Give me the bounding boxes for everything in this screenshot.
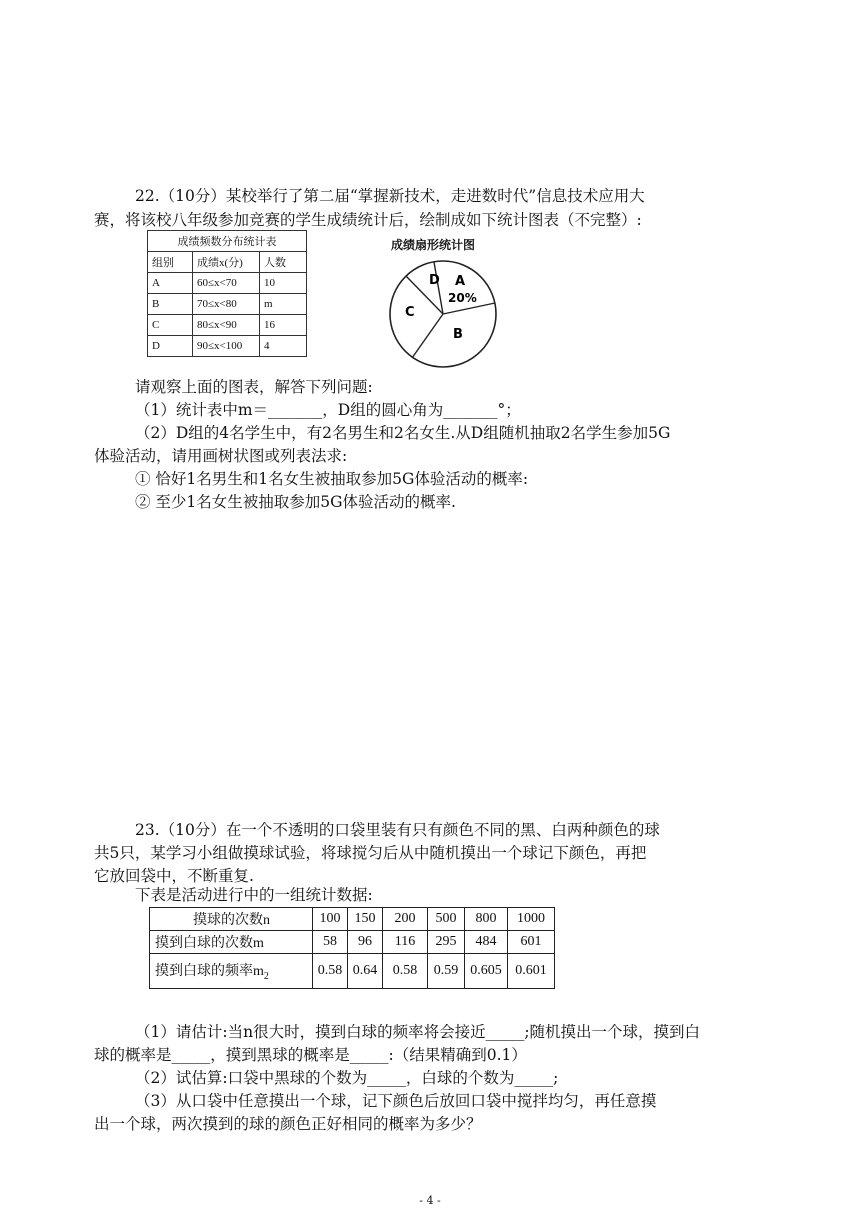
table-caption: 成绩频数分布统计表 [148, 231, 307, 252]
table-row [148, 273, 307, 294]
table-cell: 0.64 [348, 954, 383, 989]
table-row [148, 294, 307, 315]
table-cell: 10 [260, 273, 307, 294]
table-cell: 0.58 [383, 954, 428, 989]
q22-intro: 请观察上面的图表，解答下列问题: [135, 378, 373, 396]
table-cell: 70≤x<80 [193, 294, 260, 315]
frequency-table [147, 230, 307, 357]
table-cell: 4 [260, 336, 307, 357]
q23-line2: 共5只，某学习小组做摸球试验，将球搅匀后从中随机摸出一个球记下颜色，再把 [94, 844, 647, 862]
pie-label-c: C [405, 305, 415, 320]
q23-part3-line2: 出一个球，两次摸到的球的颜色正好相同的概率为多少？ [94, 1115, 482, 1133]
table-row [148, 336, 307, 357]
trial-table [149, 907, 555, 989]
header-group: 组别 [148, 252, 193, 273]
table-cell: 60≤x<70 [193, 273, 260, 294]
table-cell: 800 [465, 908, 508, 931]
pie-label-a-percent: 20% [448, 291, 477, 305]
table-cell: 0.605 [465, 954, 508, 989]
q22-part2-line2: 体验活动，请用画树状图或列表法求: [94, 447, 348, 465]
table-cell: 500 [428, 908, 465, 931]
header-count: 人数 [260, 252, 307, 273]
table-cell [150, 954, 313, 989]
page-number: - 4 - [419, 1194, 441, 1207]
table-cell: 16 [260, 315, 307, 336]
q22-line1: 22.（10分）某校举行了第二届“掌握新技术，走进数时代”信息技术应用大 [135, 187, 645, 205]
pie-label-a: A [455, 274, 466, 289]
q22-part2-line1: （2）D组的4名学生中，有2名男生和2名女生.从D组随机抽取2名学生参加5G [135, 424, 671, 442]
q22-sub2: ② 至少1名女生被抽取参加5G体验活动的概率. [135, 493, 456, 511]
freq-label-subscript: 2 [263, 970, 269, 982]
table-cell: 0.601 [508, 954, 555, 989]
q22-line2: 赛，将该校八年级参加竞赛的学生成绩统计后，绘制成如下统计图表（不完整）: [94, 211, 642, 229]
table-cell: 116 [383, 931, 428, 954]
table-cell: A [148, 273, 193, 294]
table-header-row [148, 252, 307, 273]
table-cell: 1000 [508, 908, 555, 931]
pie-chart [384, 258, 504, 368]
header-score: 成绩x(分) [193, 252, 260, 273]
pie-chart-title: 成绩扇形统计图 [391, 238, 476, 252]
table-cell: 0.58 [313, 954, 348, 989]
table-cell: 601 [508, 931, 555, 954]
table-cell: 96 [348, 931, 383, 954]
pie-label-d: D [429, 273, 440, 288]
table-row [150, 931, 555, 954]
table-row [150, 954, 555, 989]
table-cell: 80≤x<90 [193, 315, 260, 336]
q23-line1: 23.（10分）在一个不透明的口袋里装有只有颜色不同的黑、白两种颜色的球 [135, 821, 660, 839]
table-cell: 摸到白球的次数m [150, 931, 313, 954]
q23-part1-line1: （1）请估计:当n很大时，摸到白球的频率将会接近_____;随机摸出一个球，摸到白 [135, 1023, 701, 1041]
freq-label: 摸到白球的频率m [155, 964, 264, 980]
table-cell: 200 [383, 908, 428, 931]
table-cell: 150 [348, 908, 383, 931]
table-cell: 90≤x<100 [193, 336, 260, 357]
table-cell: m [260, 294, 307, 315]
table-cell: B [148, 294, 193, 315]
table-cell: D [148, 336, 193, 357]
table-cell: 58 [313, 931, 348, 954]
table-cell: 0.59 [428, 954, 465, 989]
table-row [150, 908, 555, 931]
table-cell: 摸球的次数n [150, 908, 313, 931]
q23-intro: 下表是活动进行中的一组统计数据: [135, 886, 373, 904]
table-row [148, 315, 307, 336]
pie-label-b: B [453, 327, 463, 342]
table-cell: 295 [428, 931, 465, 954]
q23-part3-line1: （3）从口袋中任意摸出一个球，记下颜色后放回口袋中搅拌均匀，再任意摸 [135, 1092, 657, 1110]
q22-sub1: ① 恰好1名男生和1名女生被抽取参加5G体验活动的概率: [135, 470, 529, 488]
table-cell: C [148, 315, 193, 336]
q23-line3: 它放回袋中，不断重复. [94, 867, 254, 885]
q22-part1: （1）统计表中m＝_______，D组的圆心角为_______°； [135, 401, 521, 419]
q23-part2: （2）试估算:口袋中黑球的个数为_____，白球的个数为_____; [135, 1069, 559, 1087]
table-cell: 484 [465, 931, 508, 954]
table-cell: 100 [313, 908, 348, 931]
q23-part1-line2: 球的概率是_____，摸到黑球的概率是_____:（结果精确到0.1） [94, 1046, 527, 1064]
